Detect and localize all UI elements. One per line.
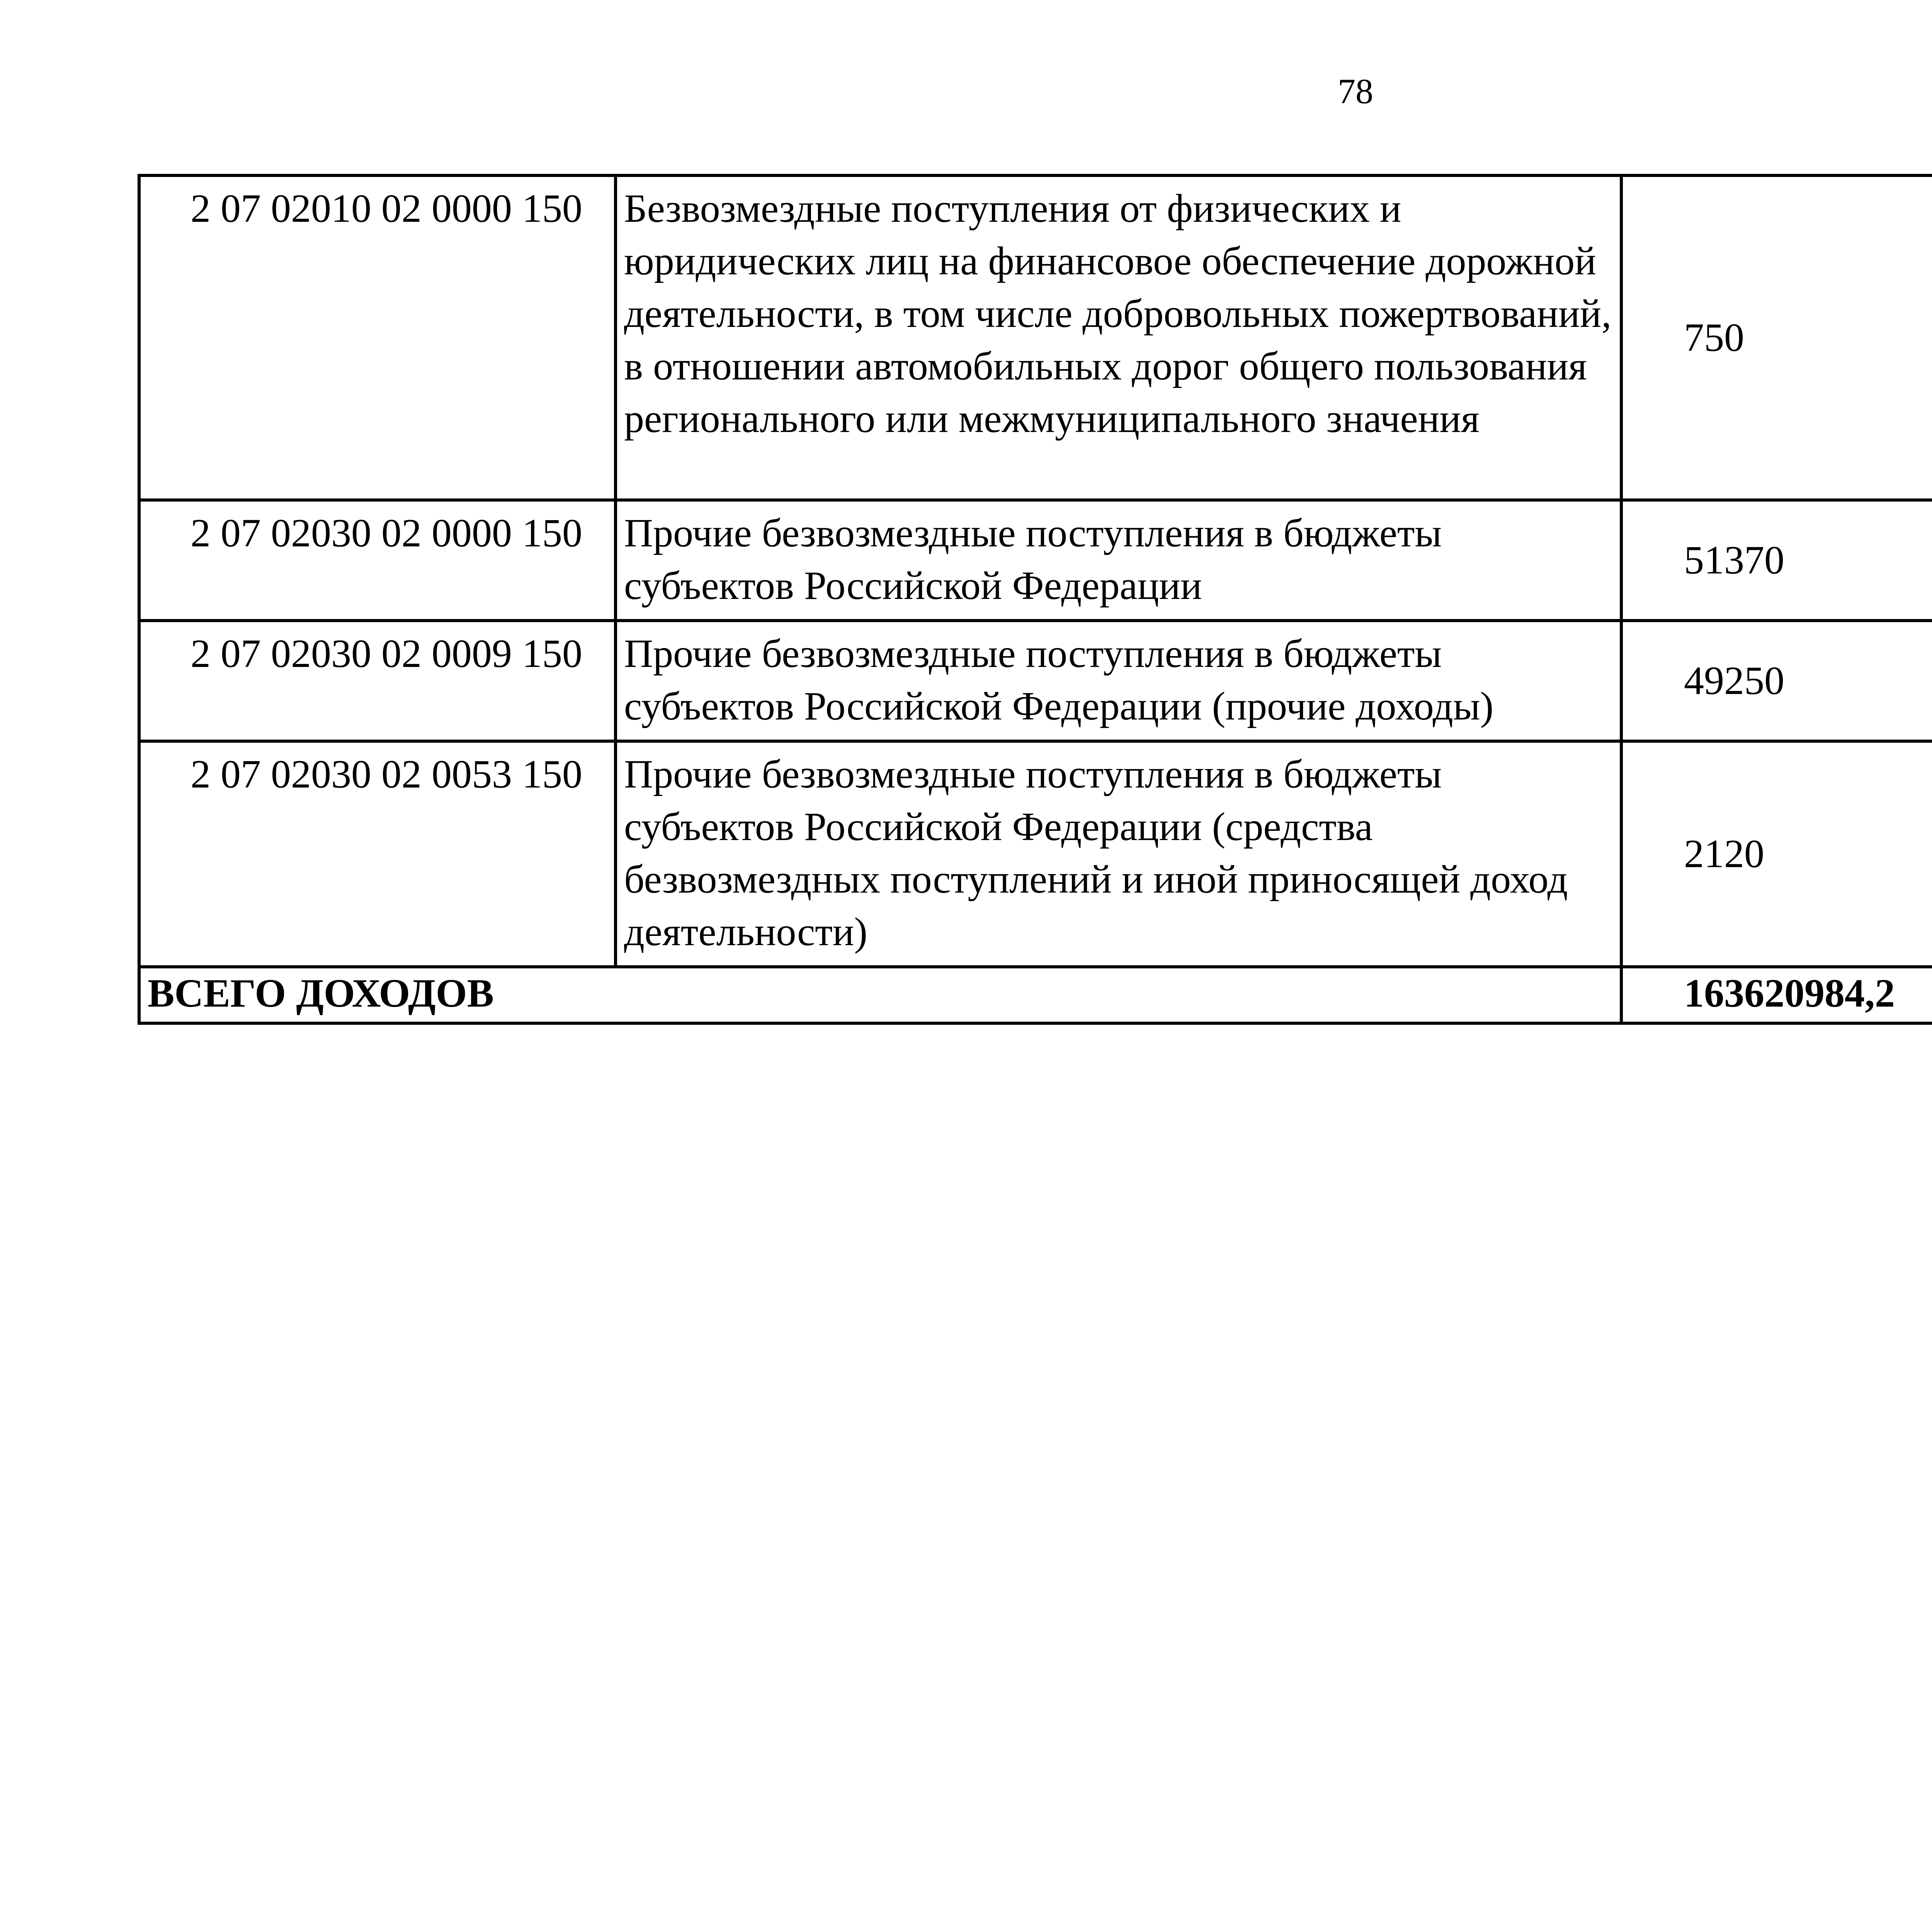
amount-cell-1: 750 bbox=[1621, 175, 1932, 500]
amount-cell-1: 51370 bbox=[1621, 500, 1932, 621]
amount-cell-1: 49250 bbox=[1621, 621, 1932, 741]
amount-cell-1: 2120 bbox=[1621, 741, 1932, 967]
table-row bbox=[139, 500, 1932, 621]
revenue-description-cell: Прочие безвозмездные поступления в бюджеты субъектов Российской Федерации bbox=[616, 500, 1621, 621]
page-number: 78 bbox=[1338, 71, 1373, 111]
total-label: ВСЕГО ДОХОДОВ bbox=[139, 967, 1621, 1023]
revenue-description-cell: Безвозмездные поступления от физических и юридических лиц на финансовое обеспечение дорожной деятельности, в том числе добровольных пожертвований, в отношении автомобильных дорог общего пользования регионального или межмуниципального значения bbox=[616, 175, 1621, 500]
revenue-description-cell: Прочие безвозмездные поступления в бюджеты субъектов Российской Федерации (прочие доходы) bbox=[616, 621, 1621, 741]
budget-code-cell: 2 07 02030 02 0000 150 bbox=[139, 500, 616, 621]
budget-code-cell: 2 07 02030 02 0009 150 bbox=[139, 621, 616, 741]
total-amount-1: 163620984,2 bbox=[1621, 967, 1932, 1023]
budget-code-cell: 2 07 02010 02 0000 150 bbox=[139, 175, 616, 500]
table-row bbox=[139, 175, 1932, 500]
revenue-description-cell: Прочие безвозмездные поступления в бюджеты субъектов Российской Федерации (средства безвозмездных поступлений и иной приносящей доход деятельности) bbox=[616, 741, 1621, 967]
budget-code-cell: 2 07 02030 02 0053 150 bbox=[139, 741, 616, 967]
table-row bbox=[139, 741, 1932, 967]
total-row bbox=[139, 967, 1932, 1023]
table-row bbox=[139, 621, 1932, 741]
revenue-table bbox=[138, 174, 1932, 1025]
